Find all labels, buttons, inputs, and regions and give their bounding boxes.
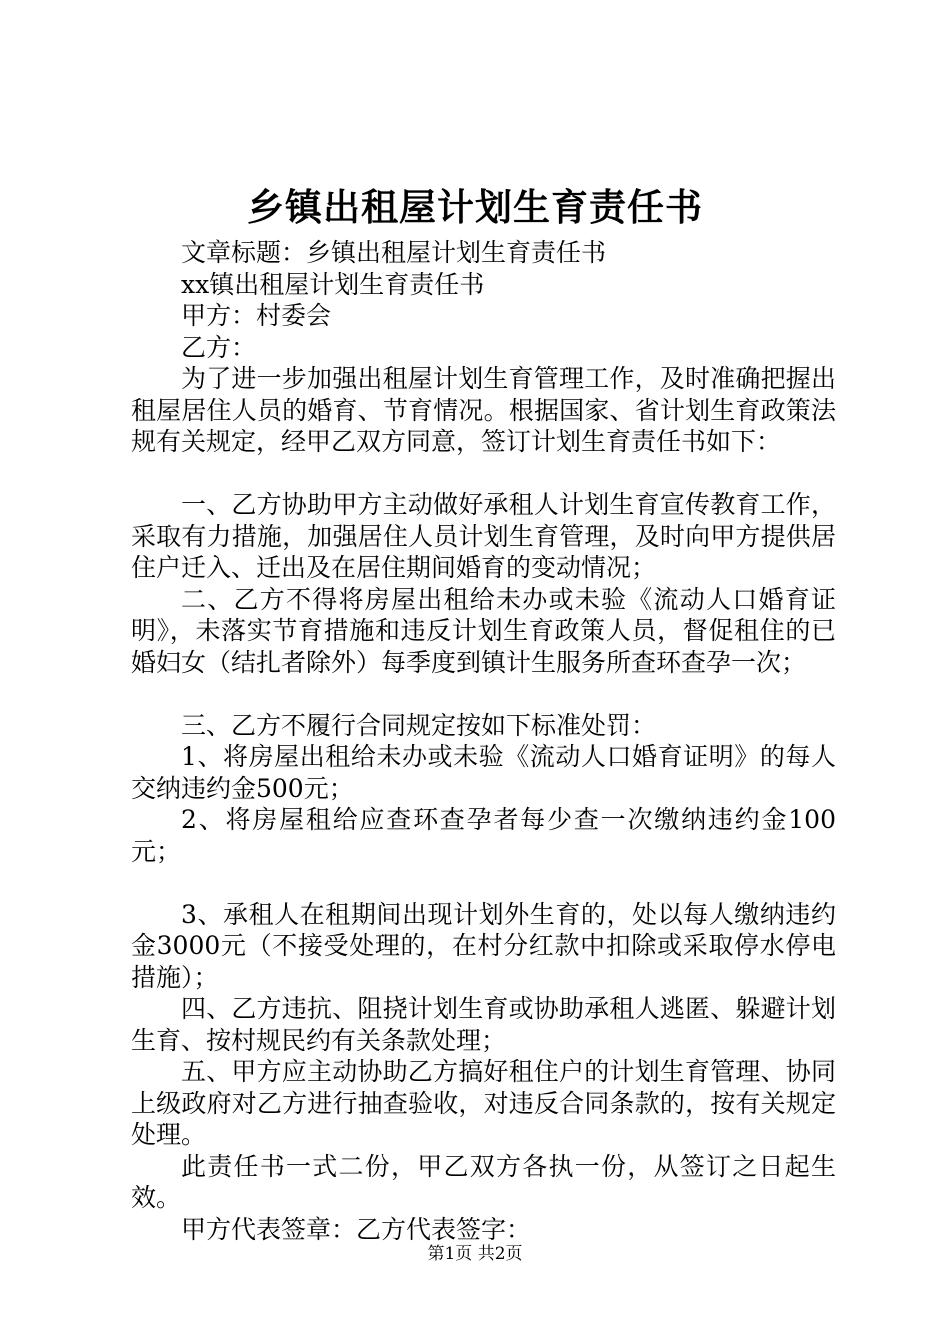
subtitle-line: xx镇出租屋计划生育责任书 — [181, 269, 485, 299]
penalty-3-paragraph: 3、承租人在租期间出现计划外生育的，处以每人缴纳违约金3000元（不接受处理的，在村分红款中扣除或采取停水停电措施）； — [131, 899, 836, 992]
clause-1-paragraph: 一、乙方协助甲方主动做好承租人计划生育宣传教育工作，采取有力措施，加强居住人员计划生育管理，及时向甲方提供居住户迁入、迁出及在居住期间婚育的变动情况； — [131, 490, 836, 582]
page-number: 第1页 共2页 — [427, 1244, 523, 1264]
document-title: 乡镇出租屋计划生育责任书 — [247, 185, 703, 229]
preamble-paragraph: 为了进一步加强出租屋计划生育管理工作，及时准确把握出租屋居住人员的婚育、节育情况。根据国家、省计划生育政策法规有关规定，经甲乙双方同意，签订计划生育责任书如下： — [131, 364, 836, 456]
document-body — [131, 237, 836, 1245]
penalty-1-paragraph: 1、将房屋出租给未办或未验《流动人口婚育证明》的每人交纳违约金500元； — [131, 742, 836, 803]
signature-line: 甲方代表签章：乙方代表签字： — [181, 1214, 532, 1244]
validity-paragraph: 此责任书一式二份，甲乙双方各执一份，从签订之日起生效。 — [131, 1151, 836, 1212]
clause-4-paragraph: 四、乙方违抗、阻挠计划生育或协助承租人逃匿、躲避计划生育、按村规民约有关条款处理； — [131, 994, 836, 1055]
clause-5-paragraph: 五、甲方应主动协助乙方搞好租住户的计划生育管理、协同上级政府对乙方进行抽查验收，对违反合同条款的，按有关规定处理。 — [131, 1057, 836, 1149]
penalty-2-paragraph: 2、将房屋租给应查环查孕者每少查一次缴纳违约金100元； — [131, 805, 836, 866]
party-a-line: 甲方：村委会 — [181, 301, 332, 330]
clause-2-paragraph: 二、乙方不得将房屋出租给未办或未验《流动人口婚育证明》，未落实节育措施和违反计划生育政策人员，督促租住的已婚妇女（结扎者除外）每季度到镇计生服务所查环查孕一次； — [131, 584, 836, 677]
article-title-line: 文章标题：乡镇出租屋计划生育责任书 — [181, 238, 607, 267]
clause-3-paragraph: 三、乙方不履行合同规定按如下标准处罚： — [181, 710, 657, 740]
party-b-line: 乙方： — [181, 332, 257, 362]
